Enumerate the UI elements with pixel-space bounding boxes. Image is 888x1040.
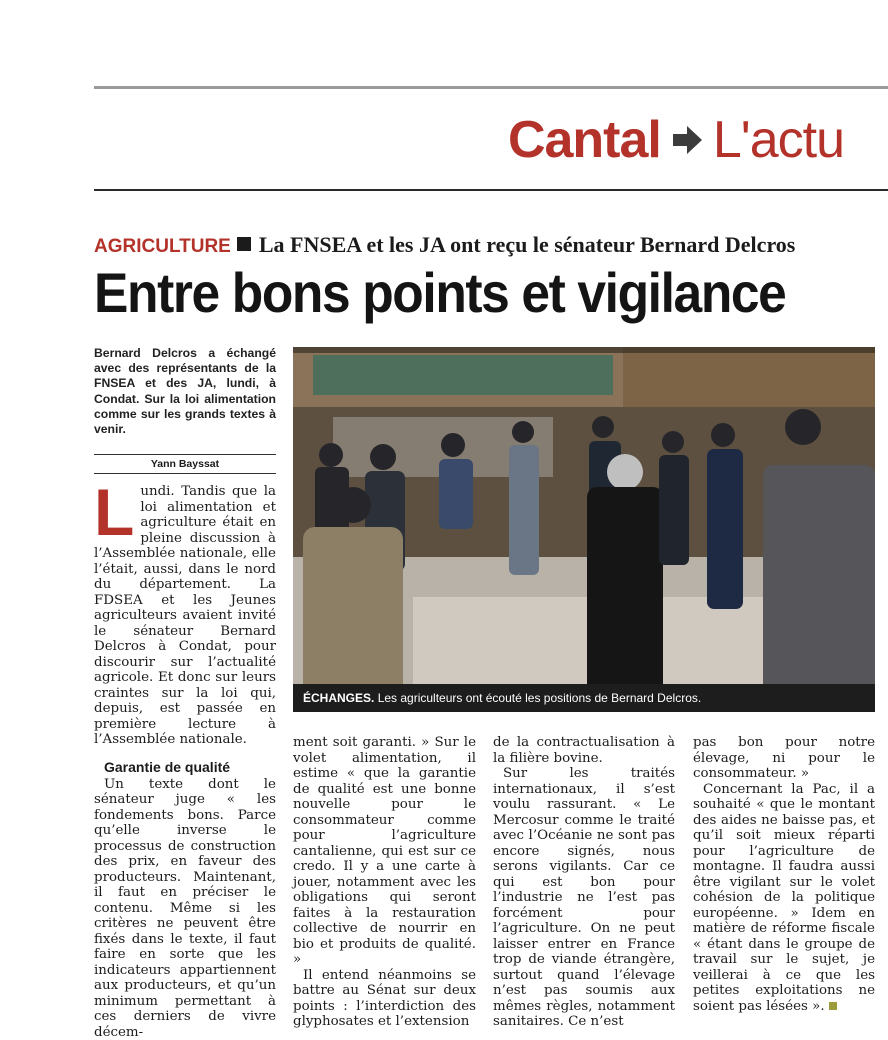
top-rule — [94, 86, 888, 89]
paragraph: Sur les traités internationaux, il s’est voulu rassurant. « Le Mercosur comme le traité avec l’Océanie ne sont pas encore signés, nous serons vigilants. Car ce qui est bon pour l’industrie ne l’est pas forcément pour l’agriculture. On ne peut laisser entrer en France trop de viande étrangère, surtout quand l’élevage n’est pas soumis aux mêmes règles, notamment sanitaires. Ce n’est — [493, 766, 675, 1030]
kicker — [94, 232, 795, 258]
paragraph — [693, 782, 875, 1015]
kicker-category: AGRICULTURE — [94, 236, 231, 257]
caption-label: ÉCHANGES. — [303, 691, 374, 705]
paragraph: Il entend néanmoins se battre au Sénat sur deux points : l’interdiction des glyphosates et l’extension — [293, 968, 476, 1030]
byline-rule-top — [94, 454, 276, 455]
barn-meeting-illustration — [293, 347, 875, 712]
byline: Yann Bayssat — [94, 458, 276, 470]
arrow-right-icon — [669, 122, 705, 158]
paragraph: pas bon pour notre élevage, ni pour le consommateur. » — [693, 735, 875, 782]
byline-rule-bottom — [94, 473, 276, 474]
paragraph: undi. Tandis que la loi alimentation et agriculture était en pleine discussion à l’Assemblée nationale, elle l’était, aussi, dans le nord du département. La FDSEA et les Jeunes agriculteurs avaient invité le sénateur Bernard Delcros à Condat, pour discourir sur l’actualité agricole. Et donc sur leurs craintes sur la loi qui, depuis, est passée en première lecture à l’Assemblée nationale. — [94, 484, 276, 748]
body-column-1-top — [94, 484, 276, 748]
section-heading — [508, 110, 844, 170]
paragraph: ment soit garanti. » Sur le volet alimentation, il estime « que la garantie de qualité est une bonne nouvelle pour le consommateur comme pour l’agriculture cantalienne, qui est sur ce credo. Il y a une carte à jouer, notamment avec les obligations qui seront faites à la restauration collective de nourrir en bio et produits de qualité. » — [293, 735, 476, 968]
body-column-1-bottom — [94, 760, 276, 1040]
body-column-2 — [293, 735, 476, 1030]
body-column-4 — [693, 735, 875, 1014]
paragraph: Un texte dont le sénateur juge « les fondements bons. Parce qu’elle inverse le processus de construction des prix, en faveur des producteurs. Maintenant, il faut en préciser le contenu. Même si les critères ne peuvent être fixés dans le texte, il faut faire en sorte que les indicateurs appartiennent aux producteurs, et qu’un minimum permettant à ces derniers de vivre décem- — [94, 777, 276, 1040]
kicker-text: La FNSEA et les JA ont reçu le sénateur Bernard Delcros — [259, 232, 796, 257]
square-bullet-icon — [237, 237, 251, 251]
closing-paragraph-text: Concernant la Pac, il a souhaité « que le montant des aides ne baisse pas, et qu’il soit mieux réparti pour l’agriculture de montagne. Il faudra aussi être vigilant sur le volet cohésion de la politique européenne. » Idem en matière de réforme fiscale « étant dans le groupe de travail sur le sujet, je veillerai à ce que les petites exploitations ne soient pas lésées ». — [693, 782, 875, 1014]
end-mark-icon — [829, 1002, 837, 1010]
subheading: Garantie de qualité — [104, 760, 276, 776]
drop-cap: L — [94, 486, 134, 538]
section-name: Cantal — [508, 110, 661, 170]
section-subname: L'actu — [713, 110, 844, 170]
article-photo — [293, 347, 875, 712]
paragraph: de la contractualisation à la filière bovine. — [493, 735, 675, 766]
header-rule — [94, 189, 888, 191]
caption-text: Les agriculteurs ont écouté les positions de Bernard Delcros. — [378, 691, 702, 705]
body-column-3 — [493, 735, 675, 1030]
standfirst: Bernard Delcros a échangé avec des représentants de la FNSEA et des JA, lundi, à Condat. Sur la loi alimentation comme sur les grands textes à venir. — [94, 346, 276, 437]
photo-caption — [293, 684, 875, 712]
headline: Entre bons points et vigilance — [94, 260, 785, 325]
